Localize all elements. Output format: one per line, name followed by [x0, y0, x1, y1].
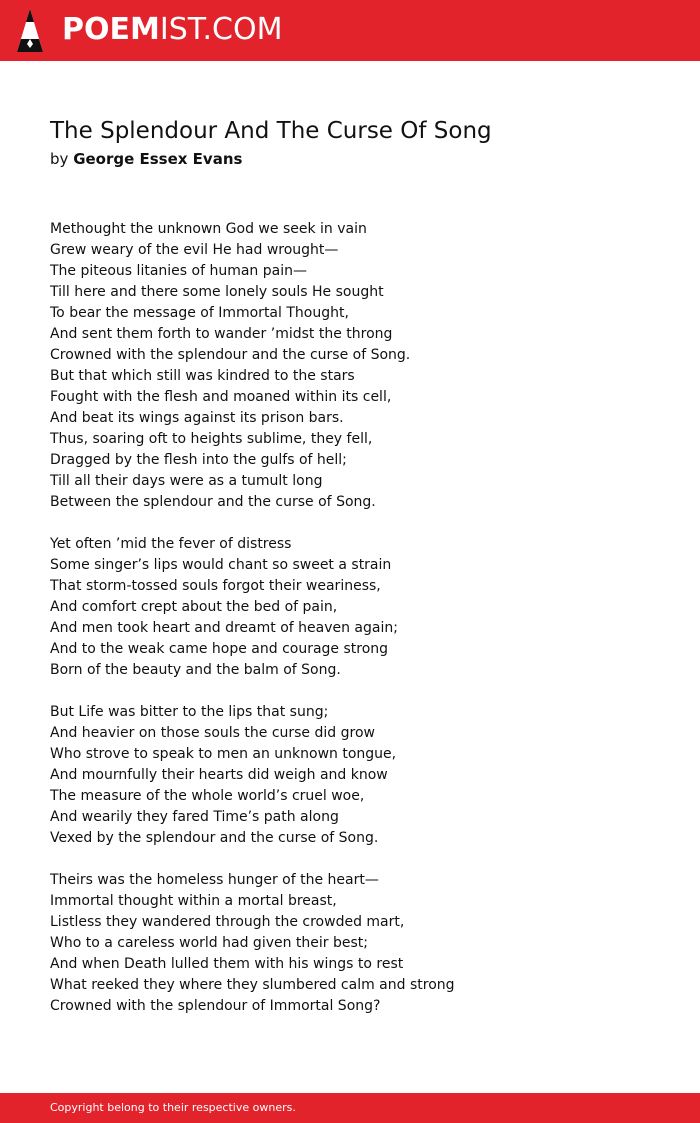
- poem-stanza: [50, 219, 670, 513]
- poem-line: Born of the beauty and the balm of Song.: [50, 662, 341, 678]
- poem-line: Vexed by the splendour and the curse of Song.: [50, 830, 379, 846]
- poem-line: And wearily they fared Time’s path along: [50, 809, 339, 825]
- poem-line: To bear the message of Immortal Thought,: [50, 305, 349, 321]
- site-header: [0, 0, 700, 61]
- poem-byline: [50, 148, 242, 170]
- poem-line: Listless they wandered through the crowded mart,: [50, 914, 405, 930]
- poem-stanza: [50, 534, 670, 681]
- poem-line: And when Death lulled them with his wings to rest: [50, 956, 404, 972]
- poem-line: Methought the unknown God we seek in vain: [50, 221, 367, 237]
- footer-copyright: Copyright belong to their respective owners.: [50, 1101, 296, 1114]
- poem-line: Crowned with the splendour and the curse of Song.: [50, 347, 411, 363]
- poem-line: The measure of the whole world’s cruel woe,: [50, 788, 365, 804]
- poem-line: Fought with the flesh and moaned within its cell,: [50, 389, 392, 405]
- poem-line: And men took heart and dreamt of heaven again;: [50, 620, 398, 636]
- pencil-tip-icon[interactable]: [17, 9, 43, 52]
- poem-line: Dragged by the flesh into the gulfs of hell;: [50, 452, 347, 468]
- poem-line: Immortal thought within a mortal breast,: [50, 893, 337, 909]
- site-logo[interactable]: [62, 10, 282, 50]
- poem-line: And comfort crept about the bed of pain,: [50, 599, 338, 615]
- logo-light-text: IST.COM: [159, 12, 283, 47]
- poem-line: But that which still was kindred to the stars: [50, 368, 355, 384]
- poem-body: [50, 219, 670, 1038]
- poem-line: Some singer’s lips would chant so sweet a strain: [50, 557, 392, 573]
- poem-line: Till here and there some lonely souls He sought: [50, 284, 384, 300]
- poem-stanza: [50, 702, 670, 849]
- poem-line: And heavier on those souls the curse did grow: [50, 725, 375, 741]
- poem-line: Grew weary of the evil He had wrought—: [50, 242, 339, 258]
- poem-line: That storm-tossed souls forgot their weariness,: [50, 578, 381, 594]
- poem-line: Theirs was the homeless hunger of the heart—: [50, 872, 379, 888]
- poem-line: Till all their days were as a tumult long: [50, 473, 323, 489]
- poem-line: But Life was bitter to the lips that sung;: [50, 704, 329, 720]
- poem-line: Who to a careless world had given their best;: [50, 935, 369, 951]
- poem-stanza: [50, 870, 670, 1017]
- poem-line: And sent them forth to wander ’midst the throng: [50, 326, 393, 342]
- poem-line: What reeked they where they slumbered calm and strong: [50, 977, 455, 993]
- poem-line: Between the splendour and the curse of Song.: [50, 494, 376, 510]
- poem-line: Yet often ’mid the fever of distress: [50, 536, 292, 552]
- poem-line: Who strove to speak to men an unknown tongue,: [50, 746, 397, 762]
- by-label: by: [50, 150, 69, 168]
- poem-line: And beat its wings against its prison bars.: [50, 410, 344, 426]
- poem-author: George Essex Evans: [73, 150, 243, 168]
- poem-line: And to the weak came hope and courage strong: [50, 641, 389, 657]
- poem-line: Crowned with the splendour of Immortal Song?: [50, 998, 381, 1014]
- site-footer: [0, 1093, 700, 1123]
- poem-line: And mournfully their hearts did weigh and know: [50, 767, 388, 783]
- poem-line: Thus, soaring oft to heights sublime, they fell,: [50, 431, 373, 447]
- poem-line: The piteous litanies of human pain—: [50, 263, 307, 279]
- logo-bold-text: POEM: [62, 12, 160, 47]
- poem-title: The Splendour And The Curse Of Song: [50, 118, 492, 144]
